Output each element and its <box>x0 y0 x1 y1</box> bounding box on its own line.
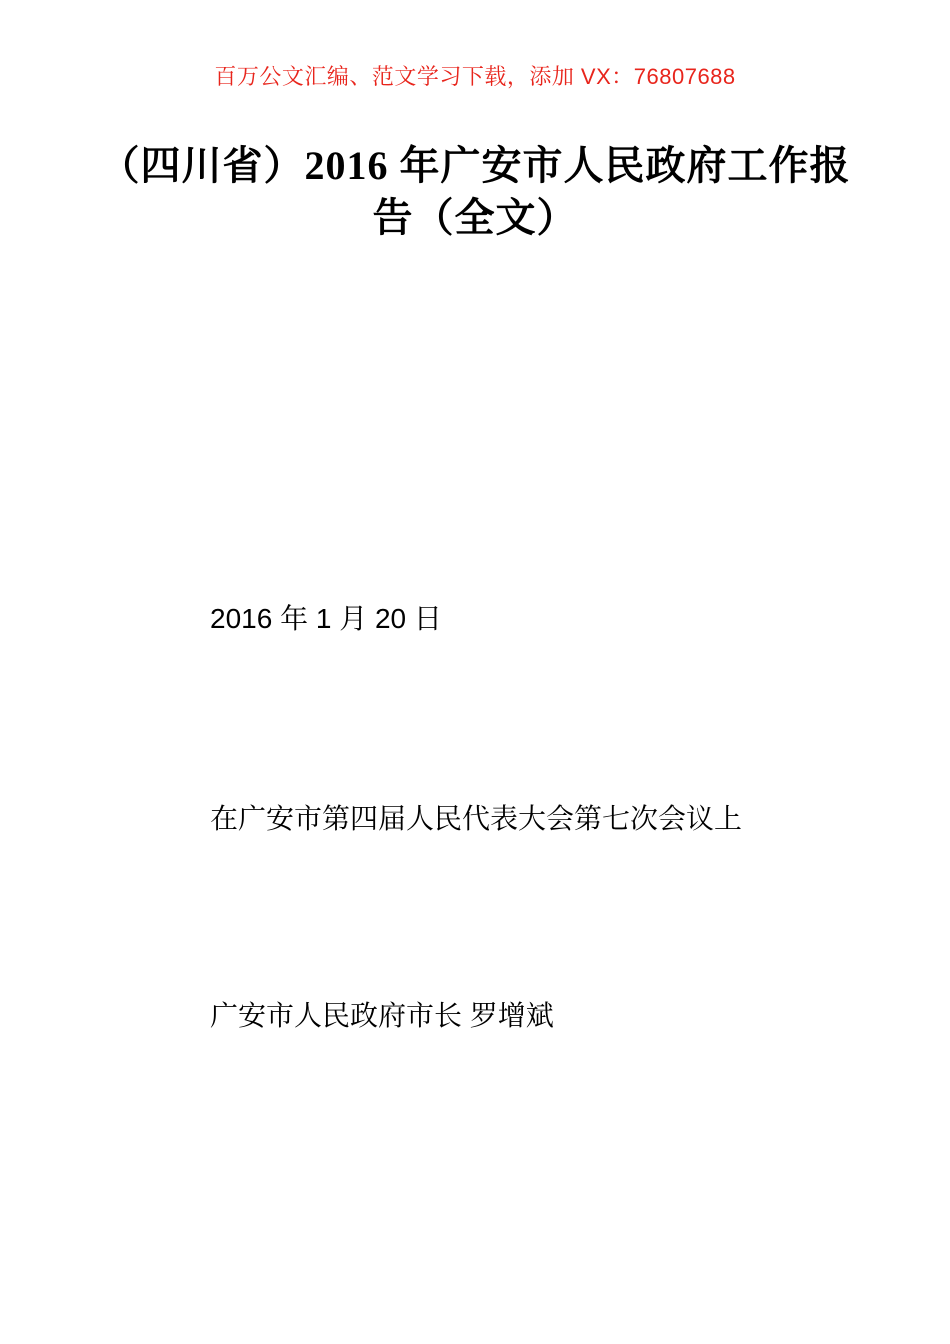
report-date: 2016 年 1 月 20 日 <box>210 603 442 634</box>
meeting-occasion-line: 在广安市第四届人民代表大会第七次会议上 <box>210 803 743 834</box>
header-promo-notice: 百万公文汇编、范文学习下载，添加 VX：76807688 <box>214 64 736 89</box>
document-title-line2: 告（全文） <box>372 195 578 240</box>
document-title-line1: （四川省）2016 年广安市人民政府工作报 <box>99 143 851 188</box>
document-title <box>0 140 950 244</box>
speaker-name-line: 广安市人民政府市长 罗增斌 <box>210 1000 554 1031</box>
